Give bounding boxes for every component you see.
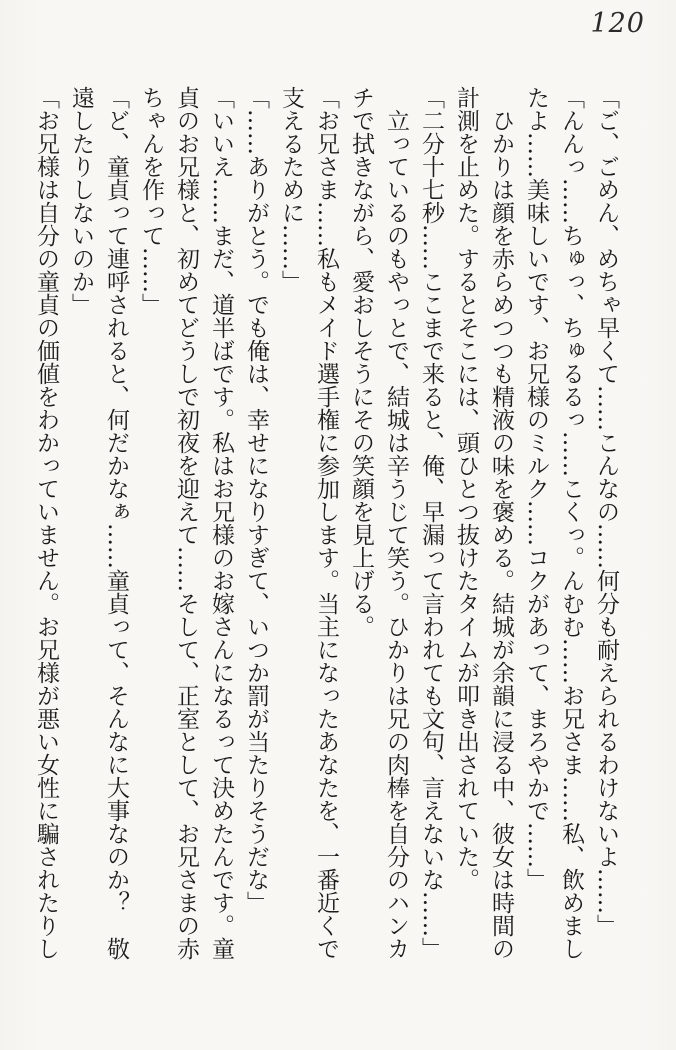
paragraph-2: 「んんっ……ちゅっ、ちゅるるっ……こくっ。んむむ……お兄さま……私、飲めましたよ……美味しいです、お兄様のミルク……コクがあって、まろやかで……」 <box>523 86 584 960</box>
paragraph-1: 「ご、ごめん、めちゃ早くて……こんなの……何分も耐えられるわけないよ……」 <box>593 86 619 937</box>
paragraph-9: 「ど、童貞って連呼されると、何だかなぁ……童貞って、そんなに大事なのか？ 敬遠したりしないのか」 <box>68 86 129 960</box>
paragraph-5: 立っているのもやっとで、結城は辛うじて笑う。ひかりは兄の肉棒を自分のハンカチで拭きながら、愛おしそうにその笑顔を見上げる。 <box>348 86 409 960</box>
paragraph-10: 「お兄様は自分の童貞の価値をわかっていません。お兄様が悪い女性に騙されたりし <box>33 86 59 960</box>
paragraph-4: 「二分十七秒……ここまで来ると、俺、早漏って言われても文句、言えないな……」 <box>418 86 444 960</box>
page-number: 120 <box>590 8 645 39</box>
paragraph-8: 「いいえ……まだ、道半ばです。私はお兄様のお嫁さんになるって決めたんです。童貞のお兄様と、初めてどうしで初夜を迎えて……そして、正室として、お兄さまの赤ちゃんを作って……」 <box>138 86 234 960</box>
paragraph-3: ひかりは顔を赤らめつつも精液の味を褒める。結城が余韻に浸る中、彼女は時間の計測を止めた。するとそこには、頭ひとつ抜けたタイムが叩き出されていた。 <box>453 86 514 960</box>
paragraph-7: 「……ありがとう。でも俺は、幸せになりすぎて、いつか罰が当たりそうだな」 <box>243 86 269 914</box>
vertical-text-block <box>25 86 623 982</box>
paragraph-6: 「お兄さま……私もメイド選手権に参加します。当主になったあなたを、一番近くで支えるために……」 <box>278 86 339 960</box>
